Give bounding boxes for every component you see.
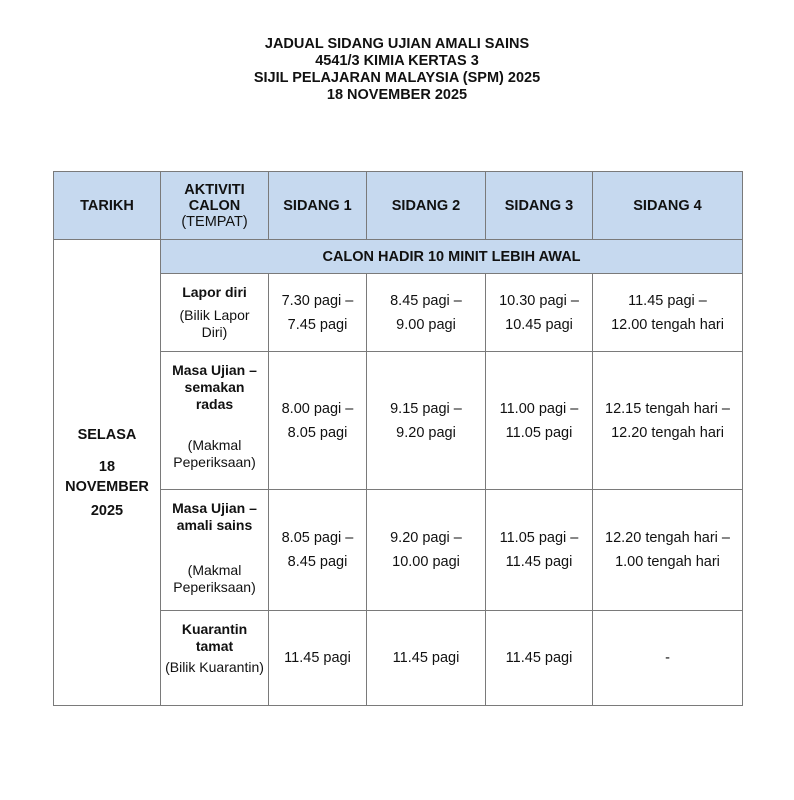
time-cell bbox=[486, 611, 593, 706]
header-tarikh: TARIKH bbox=[54, 172, 161, 240]
header-aktiviti-label: AKTIVITI CALON bbox=[184, 181, 245, 214]
header-sidang-2: SIDANG 2 bbox=[367, 172, 486, 240]
time-cell bbox=[269, 352, 367, 490]
activity-place: (Bilik Lapor Diri) bbox=[179, 307, 250, 340]
time-start: 9.20 pagi – bbox=[390, 530, 462, 546]
header-aktiviti bbox=[161, 172, 269, 240]
time-start: 9.15 pagi – bbox=[390, 400, 462, 417]
header-tempat-label: (TEMPAT) bbox=[181, 213, 248, 230]
time-cell bbox=[269, 611, 367, 706]
time-start: 10.30 pagi – bbox=[499, 292, 579, 309]
time-end: 9.20 pagi bbox=[396, 424, 456, 441]
document-title bbox=[0, 36, 794, 104]
time-start: 8.45 pagi – bbox=[390, 292, 462, 309]
time-end: 9.00 pagi bbox=[396, 316, 456, 333]
activity-cell bbox=[161, 490, 269, 611]
time-cell bbox=[593, 352, 743, 490]
time-start: 8.05 pagi – bbox=[281, 530, 354, 546]
time-cell bbox=[593, 611, 743, 706]
banner-row bbox=[54, 240, 743, 274]
time-value: 11.45 pagi bbox=[505, 650, 573, 666]
header-sidang-1: SIDANG 1 bbox=[269, 172, 367, 240]
date-num: 18 bbox=[98, 458, 116, 475]
time-end: 1.00 tengah hari bbox=[615, 554, 720, 570]
time-start: 11.00 pagi – bbox=[499, 400, 579, 417]
time-value: 11.45 pagi bbox=[392, 650, 460, 666]
header-row bbox=[54, 172, 743, 240]
activity-cell bbox=[161, 352, 269, 490]
date-day: SELASA bbox=[77, 426, 137, 443]
date-cell bbox=[54, 240, 161, 706]
activity-place: (Bilik Kuarantin) bbox=[165, 659, 264, 675]
time-cell bbox=[486, 490, 593, 611]
time-end: 7.45 pagi bbox=[287, 316, 348, 333]
time-start: 12.15 tengah hari – bbox=[605, 400, 730, 417]
time-start: 11.45 pagi – bbox=[628, 292, 707, 309]
time-cell bbox=[367, 611, 486, 706]
title-line-2: 4541/3 KIMIA KERTAS 3 bbox=[315, 53, 479, 69]
time-cell bbox=[367, 274, 486, 352]
header-sidang-4: SIDANG 4 bbox=[593, 172, 743, 240]
time-start: 12.20 tengah hari – bbox=[605, 530, 730, 546]
activity-label: Kuarantin tamat bbox=[181, 621, 248, 654]
time-end: 10.45 pagi bbox=[505, 316, 573, 333]
activity-label: Lapor diri bbox=[182, 284, 247, 300]
time-end: 12.20 tengah hari bbox=[611, 424, 724, 441]
time-end: 11.05 pagi bbox=[505, 424, 573, 441]
title-line-3: SIJIL PELAJARAN MALAYSIA (SPM) 2025 bbox=[253, 70, 541, 86]
time-cell bbox=[593, 274, 743, 352]
time-start: 8.00 pagi – bbox=[281, 400, 354, 417]
time-cell bbox=[269, 490, 367, 611]
date-month: NOVEMBER bbox=[65, 478, 149, 495]
time-end: 10.00 pagi bbox=[392, 554, 460, 570]
time-end: 8.45 pagi bbox=[287, 554, 348, 570]
time-cell bbox=[367, 490, 486, 611]
time-end: 11.45 pagi bbox=[505, 554, 573, 570]
activity-place: (Makmal Peperiksaan) bbox=[173, 437, 256, 470]
banner-notice: CALON HADIR 10 MINIT LEBIH AWAL bbox=[161, 240, 743, 274]
title-line-1: JADUAL SIDANG UJIAN AMALI SAINS bbox=[264, 36, 530, 52]
time-cell bbox=[486, 352, 593, 490]
time-end: 12.00 tengah hari bbox=[611, 316, 724, 333]
time-value: - bbox=[665, 650, 670, 666]
activity-cell bbox=[161, 274, 269, 352]
title-line-4: 18 NOVEMBER 2025 bbox=[326, 87, 468, 103]
time-end: 8.05 pagi bbox=[287, 424, 348, 441]
time-cell bbox=[486, 274, 593, 352]
time-value: 11.45 pagi bbox=[284, 650, 351, 666]
time-cell bbox=[269, 274, 367, 352]
activity-place: (Makmal Peperiksaan) bbox=[173, 562, 256, 595]
activity-label: Masa Ujian – semakan radas bbox=[172, 362, 257, 412]
time-start: 7.30 pagi – bbox=[281, 292, 354, 309]
schedule-table bbox=[53, 171, 743, 706]
date-year: 2025 bbox=[90, 502, 124, 519]
time-start: 11.05 pagi – bbox=[499, 530, 579, 546]
activity-cell bbox=[161, 611, 269, 706]
activity-label: Masa Ujian – amali sains bbox=[172, 500, 257, 533]
time-cell bbox=[367, 352, 486, 490]
time-cell bbox=[593, 490, 743, 611]
header-sidang-3: SIDANG 3 bbox=[486, 172, 593, 240]
